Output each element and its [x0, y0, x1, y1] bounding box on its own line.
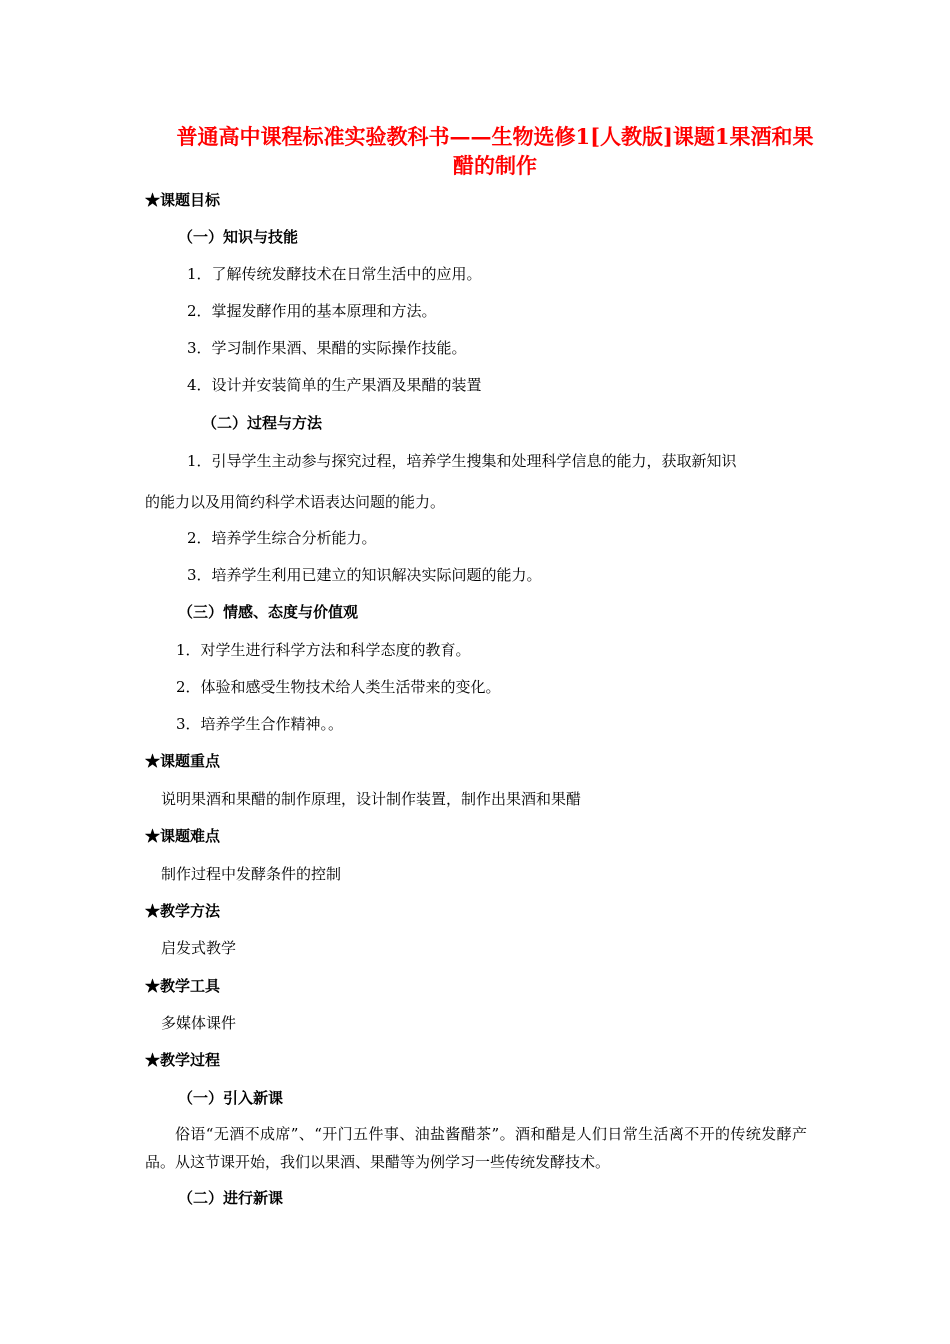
difficulties-heading: ★课题难点 [145, 827, 221, 845]
key-points-heading: ★课题重点 [145, 752, 221, 770]
goals-s3-item: 3．培养学生合作精神。。 [176, 715, 344, 733]
goals-s2-heading: （二）过程与方法 [202, 414, 323, 432]
process-s2-heading: （二）进行新课 [178, 1189, 284, 1207]
document-title: 普通高中课程标准实验教科书——生物选修1[人教版]课题1果酒和果醋的制作 [176, 124, 814, 178]
goals-s1-heading: （一）知识与技能 [178, 228, 299, 246]
goals-s2-item: 3．培养学生利用已建立的知识解决实际问题的能力。 [187, 566, 542, 584]
process-heading: ★教学过程 [145, 1051, 221, 1069]
key-points-text: 说明果酒和果醋的制作原理，设计制作装置，制作出果酒和果醋 [161, 790, 582, 808]
difficulties-text: 制作过程中发酵条件的控制 [161, 865, 342, 883]
goals-s2-item: 2．培养学生综合分析能力。 [187, 529, 377, 547]
method-text: 启发式教学 [161, 939, 237, 957]
tools-heading: ★教学工具 [145, 977, 221, 995]
process-s1-text: 俗语“无酒不成席”、“开门五件事、油盐酱醋茶”。酒和醋是人们日常生活离不开的传统发酵产品。从这节课开始，我们以果酒、果醋等为例学习一些传统发酵技术。 [145, 1125, 807, 1171]
goals-s2-item-line1: 1．引导学生主动参与探究过程，培养学生搜集和处理科学信息的能力，获取新知识 [187, 452, 737, 470]
goals-s1-item: 4．设计并安装简单的生产果酒及果醋的装置 [187, 376, 482, 394]
goals-s3-item: 2．体验和感受生物技术给人类生活带来的变化。 [176, 678, 501, 696]
tools-text: 多媒体课件 [161, 1014, 237, 1032]
method-heading: ★教学方法 [145, 902, 221, 920]
goals-s1-item: 3．学习制作果酒、果醋的实际操作技能。 [187, 339, 467, 357]
goals-s2-item-line2: 的能力以及用简约科学术语表达问题的能力。 [145, 493, 446, 511]
goals-s3-item: 1．对学生进行科学方法和科学态度的教育。 [176, 641, 471, 659]
goals-s1-item: 1．了解传统发酵技术在日常生活中的应用。 [187, 265, 482, 283]
goals-s3-heading: （三）情感、态度与价值观 [178, 603, 359, 621]
goals-heading: ★课题目标 [145, 191, 221, 209]
process-s1-heading: （一）引入新课 [178, 1089, 284, 1107]
goals-s1-item: 2．掌握发酵作用的基本原理和方法。 [187, 302, 437, 320]
